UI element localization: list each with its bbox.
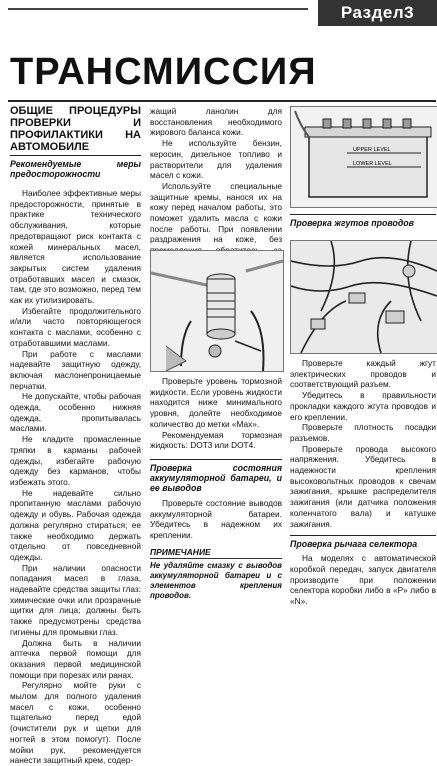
paragraph: Не надевайте сильно пропитанную маслами рабочую одежду и обувь. Рабочая одежда должна регулярно стираться; ее также необходимо держать отдельно от повседневной одежды.	[10, 487, 141, 562]
paragraph: Не допускайте, чтобы рабочая одежда, особенно нижняя одежда, пропитывалась маслами.	[10, 391, 141, 434]
clutch-reservoir-illustration	[150, 250, 284, 372]
note-text: Не удаляйте смазку с выводов аккумуляторной батареи и с элементов крепления проводов.	[150, 561, 282, 601]
lower-level-label: LOWER LEVEL	[353, 161, 392, 167]
subsection-heading: Проверка рычага селектора	[290, 539, 418, 550]
paragraph: Должна быть в наличии аптечка первой помощи для оказания первой медицинской помощи при порезах или ранах.	[10, 637, 141, 680]
column-2-lower	[150, 376, 282, 601]
paragraph: При наличии опасности попадания масел в глаза, надевайте средства защиты глаз: химические очки или прозрачные щитки для лица; должны быть также предусмотрены средства гигиены для промывки глаз.	[10, 562, 141, 637]
page-title: ТРАНСМИССИЯ	[10, 51, 317, 93]
battery-illustration	[290, 106, 437, 208]
column-3-text	[290, 358, 436, 607]
paragraph: Проверьте уровень тормозной жидкости. Если уровень жидкости находится ниже минимального уровня, долейте необходимое количество до метки «Max».	[150, 376, 282, 429]
paragraph: Избегайте продолжительного и/или часто повторяющегося контакта с маслами, особенно с отработавшими маслами.	[10, 305, 141, 348]
subsection-heading: Проверка состояния аккумуляторной батареи, и ее выводов	[150, 462, 282, 493]
column-3-wires	[290, 212, 436, 228]
paragraph: жащий ланолин для восстановления необходимого жирового баланса кожи.	[150, 106, 282, 138]
heading-rule	[10, 155, 141, 156]
subsection-heading: Рекомендуемые меры предосторожности	[10, 159, 141, 179]
upper-level-label: UPPER LEVEL	[353, 147, 391, 153]
paragraph: Рекомендуемая тормозная жидкость: DOT3 или DOT4.	[150, 429, 282, 451]
paragraph: Наиболее эффективные меры предосторожности, принятые в практике технического обслуживания, которые предотвращают риск контакта с кожей минеральных масел, является использование закрытых систем удаления отработавших масел и смазок, там, где это возможно, перед тем как их утилизировать.	[10, 188, 141, 306]
paragraph: Проверьте каждый жгут электрических проводов и соответствующий разъем.	[290, 358, 436, 390]
paragraph: На моделях с автоматической коробкой передач, запуск двигателя производите при положении селектора коробки либо в «P» либо в «N».	[290, 553, 436, 607]
header-rule	[8, 8, 308, 10]
title-rule	[8, 100, 436, 102]
paragraph: Проверьте плотность посадки разъемов.	[290, 422, 436, 443]
paragraph: Не используйте бензин, керосин, дизельное топливо и растворители для удаления масел с кожи.	[150, 138, 282, 181]
subsection-heading: Проверка жгутов проводов	[290, 218, 414, 228]
section-heading: ОБЩИЕ ПРОЦЕДУРЫ ПРОВЕРКИ И ПРОФИЛАКТИКИ НА АВТОМОБИЛЕ	[10, 105, 141, 153]
heading-rule	[290, 214, 436, 215]
paragraph: Используйте специальные защитные кремы, нанося их на кожу перед началом работы, это поможет удалить масла с кожи после работы. При появлении раздражения на коже, без	[150, 180, 282, 245]
heading-rule	[290, 535, 436, 536]
paragraph: Проверьте провода высокого напряжения. Убедитесь в надежности крепления высоковольтных проводов к свечам зажигания, крышке распределителя зажигания (или датчика положения коленчатого вала) и катушке зажигания.	[290, 443, 436, 529]
note-label: ПРИМЕЧАНИЕ	[150, 547, 282, 560]
section-label: Раздел3	[318, 0, 437, 26]
reservoir-drawing	[151, 251, 283, 371]
heading-rule	[150, 459, 282, 460]
paragraph: Убедитесь в правильности прокладки каждого жгута проводов и его креплении.	[290, 390, 436, 422]
column-1	[10, 105, 141, 766]
paragraph: При работе с маслами надевайте защитную одежду, включая маслонепроницаемые перчатки.	[10, 348, 141, 391]
paragraph: Не кладите промасленные тряпки в карманы рабочей одежды, избегайте рабочую одежду без карманов, чтобы избежать этого.	[10, 434, 141, 487]
paragraph: Регулярно мойте руки с мылом для полного удаления масел с кожи, особенно тщательно перед едой (очистители рук и щетки для ногтей в этом помогут). После мойки рук, рекомендуется нанести защитный крем, содер-	[10, 680, 141, 766]
paragraph: Проверьте состояние выводов аккумуляторной батареи. Убедитесь в надежном их креплении.	[150, 497, 282, 541]
wire-harness-illustration	[290, 240, 437, 354]
